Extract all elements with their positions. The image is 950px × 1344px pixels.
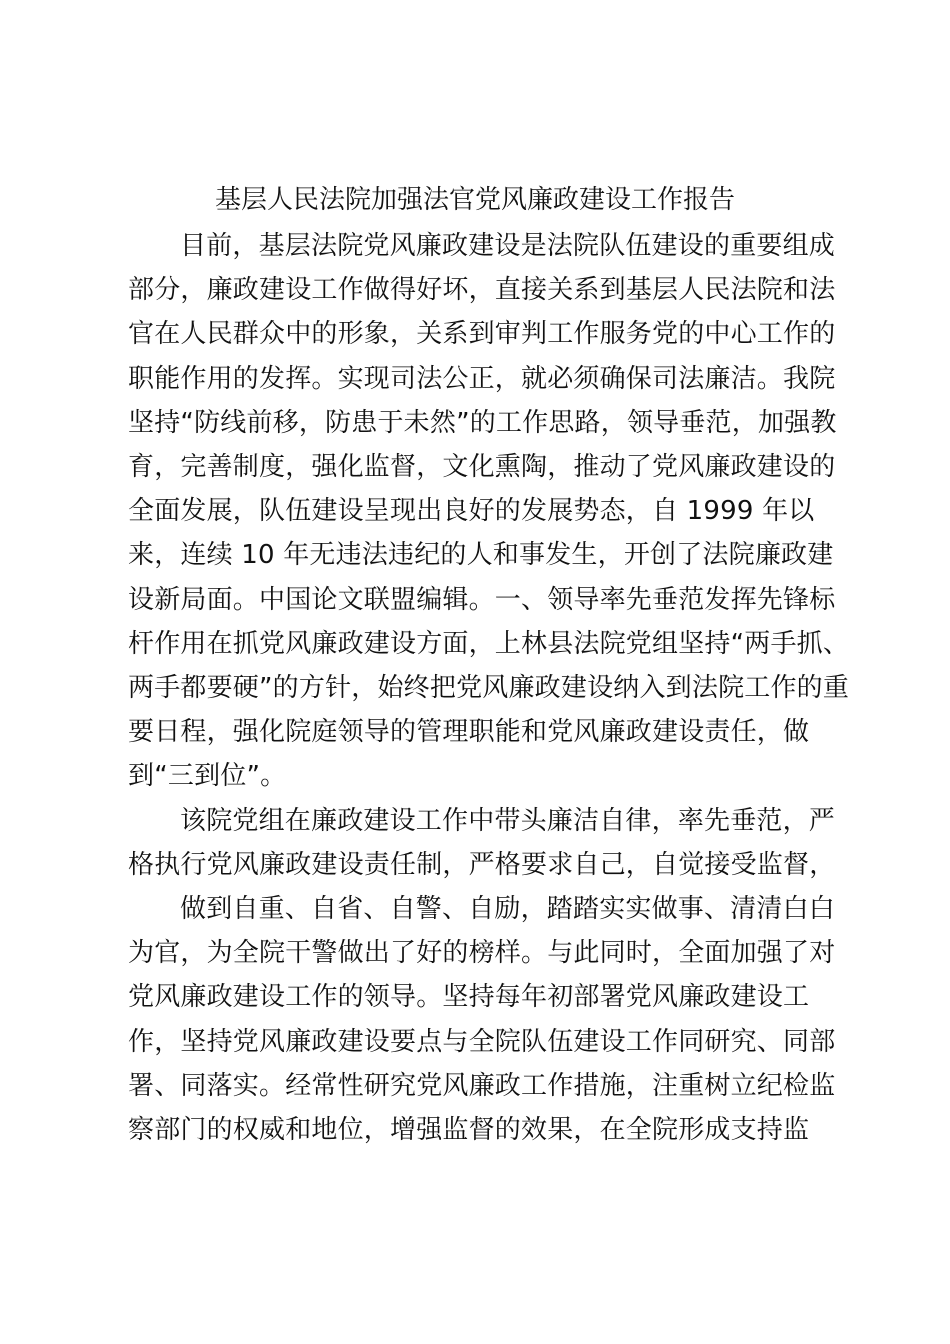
document-title: 基层人民法院加强法官党风廉政建设工作报告 [214, 185, 735, 215]
body-line: 格执行党风廉政建设责任制，严格要求自己，自觉接受监督， [128, 849, 836, 880]
body-line: 到“三到位”。 [128, 761, 287, 792]
document-body [128, 224, 850, 1152]
body-line: 察部门的权威和地位，增强监督的效果，在全院形成支持监 [128, 1115, 810, 1146]
body-line: 坚持“防线前移，防患于未然”的工作思路，领导垂范，加强教 [128, 407, 837, 438]
body-line: 作，坚持党风廉政建设要点与全院队伍建设工作同研究、同部 [128, 1026, 836, 1057]
body-line: 官在人民群众中的形象，关系到审判工作服务党的中心工作的 [128, 319, 836, 350]
body-line: 为官，为全院干警做出了好的榜样。与此同时，全面加强了对 [128, 938, 836, 969]
body-line: 来，连续 10 年无违法违纪的人和事发生，开创了法院廉政建 [128, 540, 834, 571]
body-line: 部分，廉政建设工作做得好坏，直接关系到基层人民法院和法 [128, 275, 836, 306]
body-line: 党风廉政建设工作的领导。坚持每年初部署党风廉政建设工 [128, 982, 810, 1013]
body-line: 该院党组在廉政建设工作中带头廉洁自律，率先垂范，严 [180, 805, 836, 836]
body-line: 两手都要硬”的方针，始终把党风廉政建设纳入到法院工作的重 [128, 673, 850, 704]
body-line: 做到自重、自省、自警、自励，踏踏实实做事、清清白白 [180, 894, 836, 925]
body-line: 全面发展，队伍建设呈现出良好的发展势态，自 1999 年以 [128, 496, 815, 527]
body-line: 署、同落实。经常性研究党风廉政工作措施，注重树立纪检监 [128, 1070, 836, 1101]
body-line: 目前，基层法院党风廉政建设是法院队伍建设的重要组成 [180, 231, 836, 261]
body-line: 杆作用在抓党风廉政建设方面，上林县法院党组坚持“两手抓、 [128, 628, 850, 659]
body-line: 育，完善制度，强化监督，文化熏陶，推动了党风廉政建设的 [128, 452, 836, 483]
body-line: 设新局面。中国论文联盟编辑。一、领导率先垂范发挥先锋标 [128, 584, 836, 615]
body-line: 职能作用的发挥。实现司法公正，就必须确保司法廉洁。我院 [128, 363, 836, 394]
body-line: 要日程，强化院庭领导的管理职能和党风廉政建设责任，做 [128, 717, 810, 748]
